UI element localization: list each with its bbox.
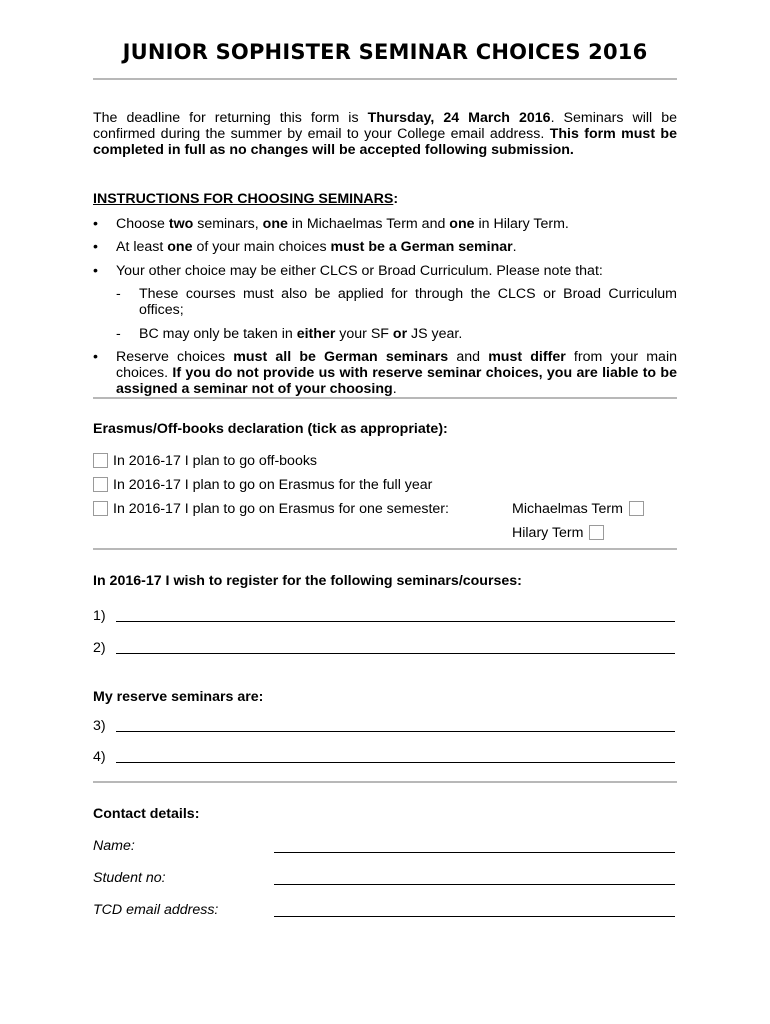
name-row [93, 838, 677, 856]
reserve-heading: My reserve seminars are: [93, 689, 264, 705]
erasmus-semester-checkbox[interactable] [93, 501, 108, 516]
student-no-label: Student no: [93, 870, 166, 886]
dash-icon: - [116, 286, 121, 302]
michaelmas-term-label: Michaelmas Term [512, 501, 623, 517]
erasmus-heading: Erasmus/Off-books declaration (tick as appropriate): [93, 421, 448, 437]
offbooks-checkbox[interactable] [93, 453, 108, 468]
page-title: JUNIOR SOPHISTER SEMINAR CHOICES 2016 [122, 40, 648, 64]
student-no-field[interactable] [274, 884, 675, 885]
email-label: TCD email address: [93, 902, 219, 918]
divider [93, 781, 677, 783]
erasmus-semester-option [93, 500, 449, 518]
michaelmas-term-checkbox[interactable] [629, 501, 644, 516]
divider [93, 548, 677, 550]
name-label: Name: [93, 838, 135, 854]
erasmus-semester-label: In 2016-17 I plan to go on Erasmus for one semester: [113, 501, 449, 517]
email-row [93, 902, 677, 920]
bullet-icon: • [93, 216, 98, 232]
divider [93, 397, 677, 399]
intro-warning: This form must be completed in full as no changes will be accepted following submission. [93, 126, 677, 159]
reserve-choice-3-field[interactable] [116, 731, 675, 732]
erasmus-full-year-option [93, 476, 432, 494]
reserve-choice-4-field[interactable] [116, 762, 675, 763]
intro-paragraph [93, 110, 677, 159]
hilary-term-checkbox[interactable] [589, 525, 604, 540]
hilary-term-label: Hilary Term [512, 525, 584, 541]
deadline-date: Thursday, 24 March 2016 [367, 110, 551, 126]
intro-text: . Seminars will be confirmed during the summer by email to your College email address. [93, 110, 678, 143]
contact-heading: Contact details: [93, 806, 200, 822]
erasmus-full-year-label: In 2016-17 I plan to go on Erasmus for the full year [113, 477, 433, 493]
reserve-choice-4: 4) [93, 749, 677, 767]
offbooks-label: In 2016-17 I plan to go off-books [113, 453, 318, 469]
instructions-heading: INSTRUCTIONS FOR CHOOSING SEMINARS: [93, 191, 399, 207]
name-field[interactable] [274, 852, 675, 853]
bullet-icon: • [93, 239, 98, 255]
reserve-choice-3: 3) [93, 718, 677, 736]
divider [93, 78, 677, 80]
intro-text: The deadline for returning this form is [93, 110, 368, 126]
seminar-choice-2-field[interactable] [116, 653, 675, 654]
student-no-row [93, 870, 677, 888]
erasmus-full-year-checkbox[interactable] [93, 477, 108, 492]
bullet-icon: • [93, 263, 98, 279]
seminar-choice-1: 1) [93, 608, 677, 626]
seminar-choice-1-field[interactable] [116, 621, 675, 622]
email-field[interactable] [274, 916, 675, 917]
bullet-icon: • [93, 349, 98, 365]
register-heading: In 2016-17 I wish to register for the following seminars/courses: [93, 573, 522, 589]
dash-icon: - [116, 326, 121, 342]
seminar-choice-2: 2) [93, 640, 677, 658]
offbooks-option [93, 452, 317, 470]
michaelmas-term-option [512, 500, 644, 518]
hilary-term-option [512, 524, 604, 542]
